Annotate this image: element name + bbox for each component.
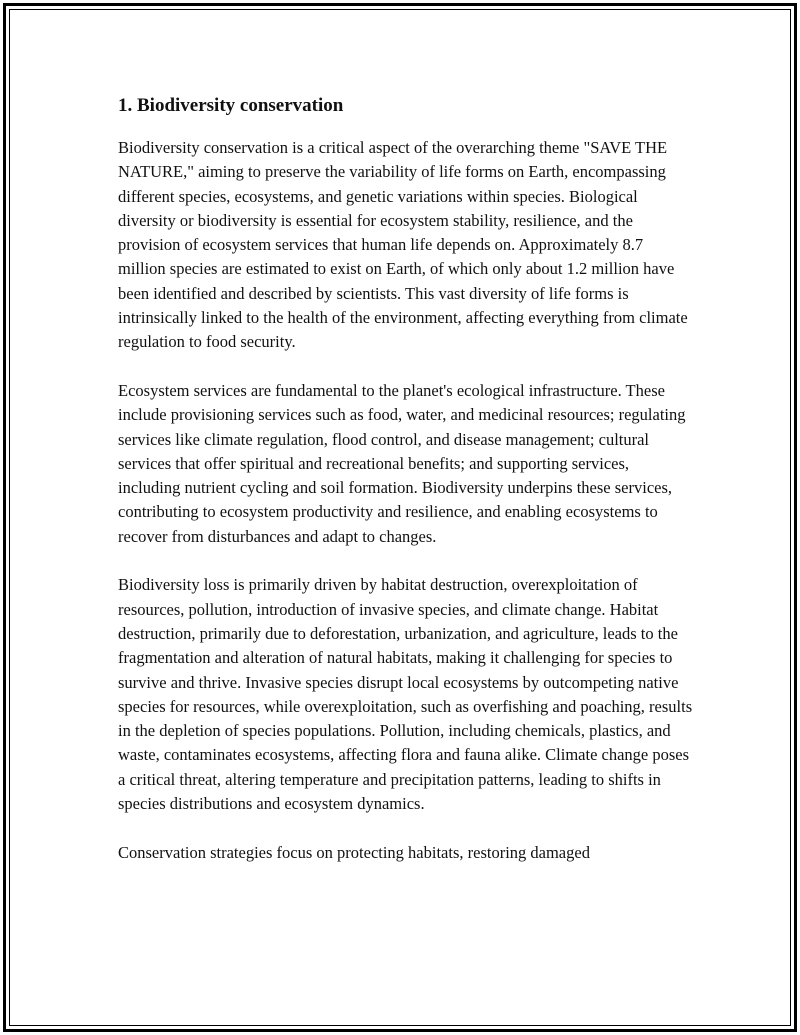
paragraph-2: Ecosystem services are fundamental to the planet's ecological infrastructure. These include provisioning services such as food, water, and medicinal resources; regulating services like climate regulation, flood control, and disease management; cultural services that offer spiritual and recreational benefits; and supporting services, including nutrient cycling and soil formation. Biodiversity underpins these services, contributing to ecosystem productivity and resilience, and enabling ecosystems to recover from disturbances and adapt to changes. <box>118 380 686 546</box>
paragraph-1: Biodiversity conservation is a critical aspect of the overarching theme "SAVE THE NATURE," aiming to preserve the variability of life forms on Earth, encompassing different species, ecosystems, and genetic variations within species. Biological diversity or biodiversity is essential for ecosystem stability, resilience, and the provision of ecosystem services that human life depends on. Approximately 8.7 million species are estimated to exist on Earth, of which only about 1.2 million have been identified and described by scientists. This vast diversity of life forms is intrinsically linked to the health of the environment, affecting everything from climate regulation to food security. <box>118 138 688 352</box>
paragraph-3: Biodiversity loss is primarily driven by habitat destruction, overexploitation of resources, pollution, introduction of invasive species, and climate change. Habitat destruction, primarily due to deforestation, urbanization, and agriculture, leads to the fragmentation and alteration of natural habitats, making it challenging for species to survive and thrive. Invasive species disrupt local ecosystems by outcompeting native species for resources, while overexploitation, such as overfishing and poaching, results in the depletion of species populations. Pollution, including chemicals, plastics, and waste, contaminates ecosystems, affecting flora and fauna alike. Climate change poses a critical threat, altering temperature and precipitation patterns, leading to shifts in species distributions and ecosystem dynamics. <box>118 575 693 814</box>
section-title: 1. Biodiversity conservation <box>118 95 344 116</box>
paragraph-4: Conservation strategies focus on protecting habitats, restoring damaged <box>118 842 590 862</box>
document-body <box>118 93 693 889</box>
